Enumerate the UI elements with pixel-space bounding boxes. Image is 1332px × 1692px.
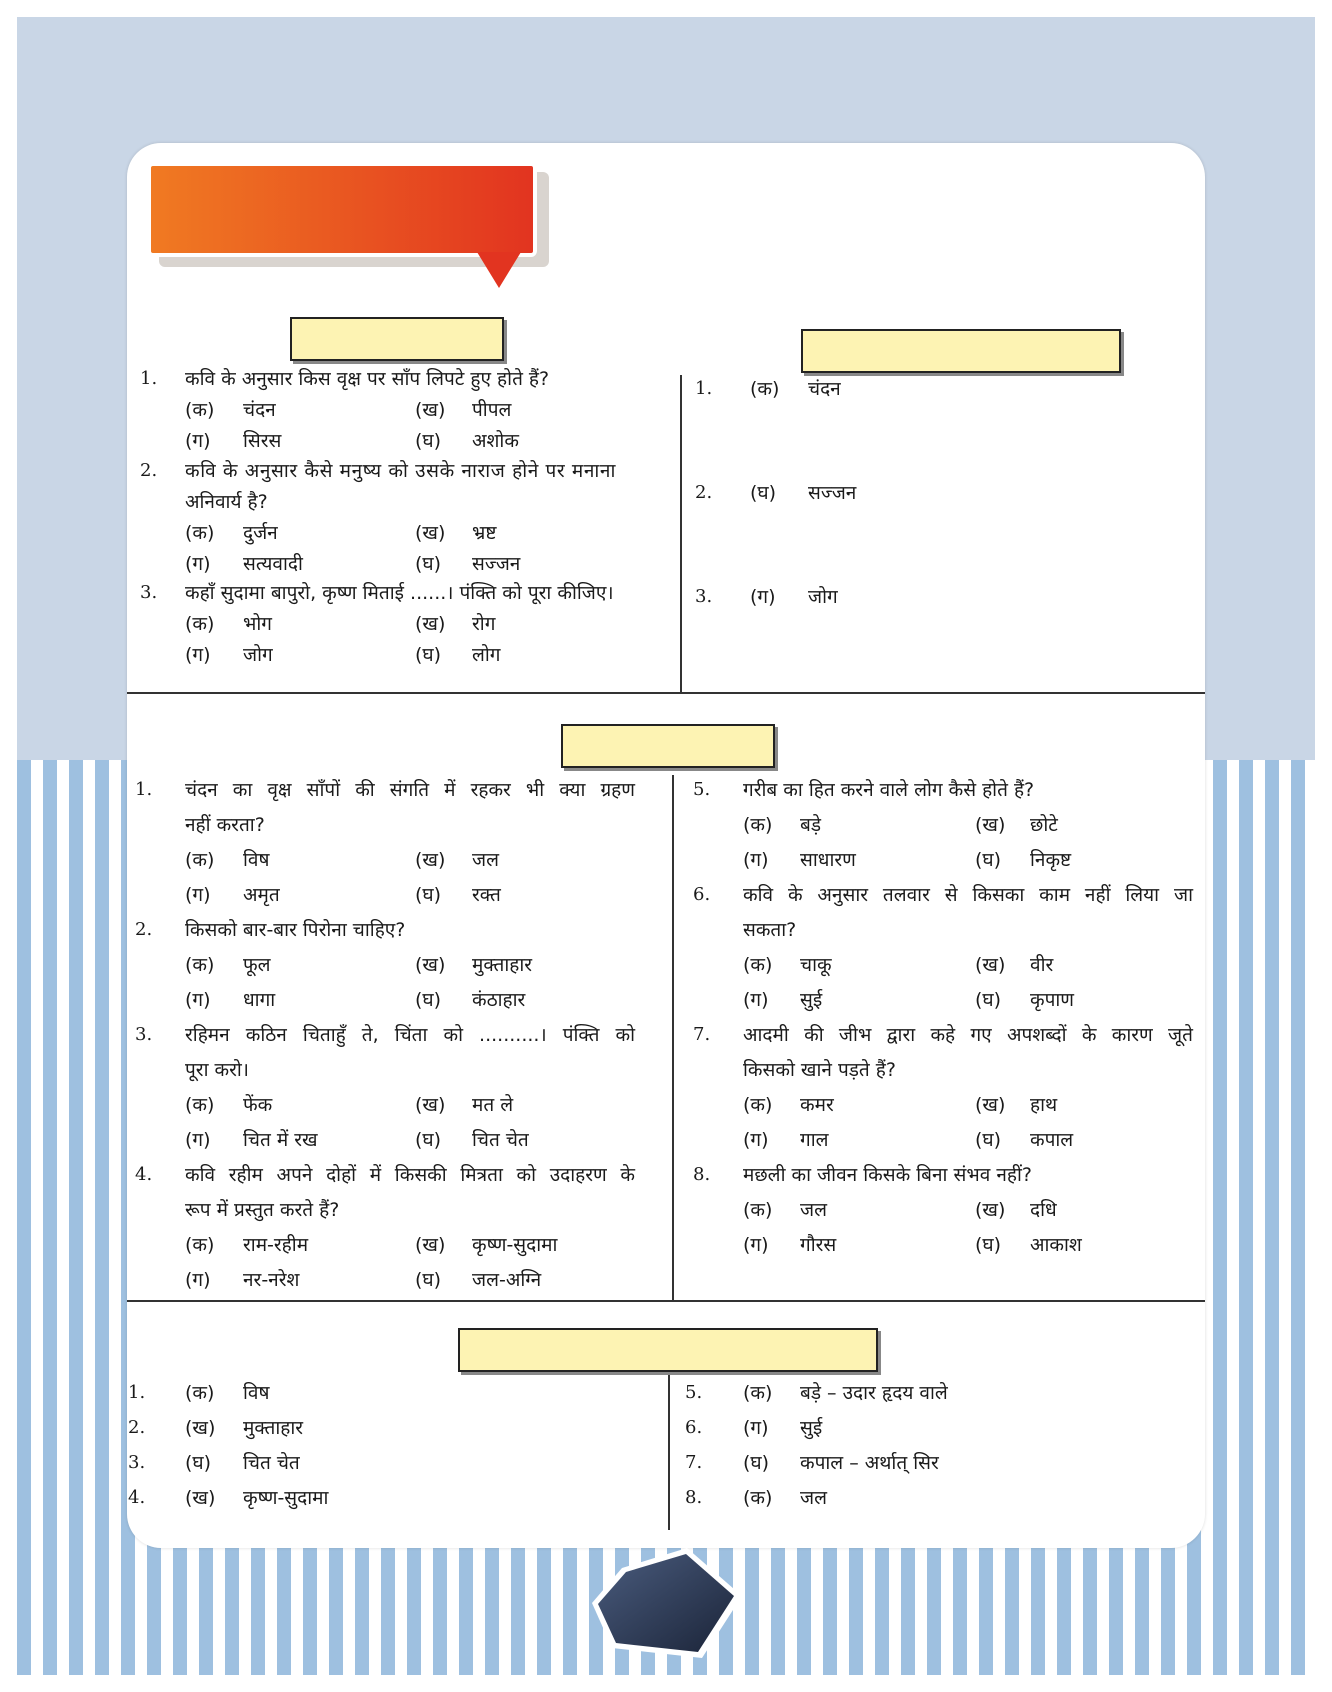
answer-number: 3.	[128, 1452, 146, 1473]
question-text: मछली का जीवन किसके बिना संभव नहीं?	[743, 1164, 1032, 1186]
option-label: (ख)	[975, 954, 1006, 976]
option-text: लोग	[472, 644, 501, 666]
option-text: भ्रष्ट	[472, 522, 497, 544]
practice-title	[561, 724, 775, 768]
option-label: (घ)	[415, 1129, 442, 1151]
option-text: चित में रख	[243, 1129, 318, 1151]
answer-number: 1.	[128, 1382, 146, 1403]
option-label: (ग)	[743, 1129, 769, 1151]
option-text: गाल	[800, 1129, 829, 1151]
option-label: (घ)	[975, 849, 1002, 871]
option-label: (ग)	[743, 1234, 769, 1256]
option-text: भोग	[243, 613, 272, 635]
option-label: (क)	[185, 1094, 215, 1116]
question-number: 5.	[693, 779, 711, 800]
answer-text: सुई	[800, 1417, 823, 1439]
option-label: (घ)	[975, 989, 1002, 1011]
answer-option: (क)	[185, 1382, 215, 1404]
speech-tail	[477, 252, 521, 288]
option-text: राम-रहीम	[243, 1234, 309, 1256]
question-text: चंदन का वृक्ष साँपों की संगति में रहकर भी क्या ग्रहण	[185, 779, 635, 801]
option-label: (क)	[743, 1094, 773, 1116]
option-label: (ग)	[185, 430, 211, 452]
option-text: कंठाहार	[472, 989, 526, 1011]
option-label: (ग)	[185, 553, 211, 575]
option-text: कृष्ण-सुदामा	[472, 1234, 558, 1256]
option-text: सज्जन	[472, 553, 521, 575]
option-text: कपाल	[1030, 1129, 1074, 1151]
option-text: जल-अग्नि	[472, 1269, 542, 1291]
answer-text: मुक्ताहार	[243, 1417, 304, 1439]
option-text: सत्यवादी	[243, 553, 303, 575]
question-number: 7.	[693, 1024, 711, 1045]
option-label: (घ)	[975, 1234, 1002, 1256]
question-number: 4.	[135, 1164, 153, 1185]
option-text: सुई	[800, 989, 823, 1011]
answer-option: (घ)	[750, 482, 777, 504]
option-text: कमर	[800, 1094, 834, 1116]
answer-text: चित चेत	[243, 1452, 300, 1474]
practice-answers-title	[458, 1328, 878, 1372]
option-label: (ख)	[415, 522, 446, 544]
answer-option: (ख)	[185, 1487, 216, 1509]
option-text: फूल	[243, 954, 271, 976]
question-number: 8.	[693, 1164, 711, 1185]
question-text: गरीब का हित करने वाले लोग कैसे होते हैं?	[743, 779, 1035, 801]
question-text: पूरा करो।	[185, 1059, 250, 1081]
option-text: छोटे	[1030, 814, 1058, 836]
option-label: (घ)	[415, 989, 442, 1011]
option-label: (ख)	[415, 849, 446, 871]
option-label: (ख)	[415, 954, 446, 976]
option-label: (ख)	[415, 399, 446, 421]
column-divider	[680, 375, 682, 693]
option-label: (घ)	[415, 644, 442, 666]
option-label: (ख)	[415, 1234, 446, 1256]
pentagon-badge-icon	[592, 1548, 742, 1658]
section-title	[147, 162, 537, 257]
option-text: जल	[800, 1199, 827, 1221]
option-text: चित चेत	[472, 1129, 529, 1151]
question-number: 3.	[140, 582, 158, 603]
answer-option: (ख)	[185, 1417, 216, 1439]
answer-option: (ग)	[743, 1417, 769, 1439]
option-label: (ग)	[185, 644, 211, 666]
option-text: जल	[472, 849, 499, 871]
question-text: रूप में प्रस्तुत करते हैं?	[185, 1199, 340, 1221]
option-label: (घ)	[415, 1269, 442, 1291]
option-label: (क)	[185, 1234, 215, 1256]
option-text: विष	[243, 849, 270, 871]
answer-text: जोग	[808, 586, 838, 608]
question-text: नहीं करता?	[185, 814, 265, 836]
answer-option: (क)	[743, 1487, 773, 1509]
section-header	[147, 162, 547, 292]
option-text: कृपाण	[1030, 989, 1075, 1011]
option-text: धागा	[243, 989, 276, 1011]
option-label: (क)	[743, 1199, 773, 1221]
page-number-badge	[592, 1548, 742, 1658]
answer-text: सज्जन	[808, 482, 857, 504]
section-divider	[127, 692, 1205, 694]
question-text: कवि रहीम अपने दोहों में किसकी मित्रता को उदाहरण के	[185, 1164, 635, 1186]
answer-option: (क)	[743, 1382, 773, 1404]
option-text: बड़े	[800, 814, 822, 836]
answer-text: विष	[243, 1382, 270, 1404]
option-text: साधारण	[800, 849, 856, 871]
question-text: कवि के अनुसार किस वृक्ष पर साँप लिपटे हुए होते हैं?	[185, 368, 550, 390]
option-label: (क)	[185, 849, 215, 871]
option-text: निकृष्ट	[1030, 849, 1072, 871]
option-label: (ग)	[185, 989, 211, 1011]
option-text: रक्त	[472, 884, 501, 906]
option-label: (घ)	[415, 430, 442, 452]
question-number: 3.	[135, 1024, 153, 1045]
answer-text: जल	[800, 1487, 827, 1509]
question-text: कवि के अनुसार कैसे मनुष्य को उसके नाराज होने पर मनाना	[185, 460, 616, 482]
option-label: (ग)	[185, 1129, 211, 1151]
option-label: (क)	[185, 954, 215, 976]
answer-number: 1.	[695, 378, 713, 399]
question-text: रहिमन कठिन चिताहुँ ते, चिंता को ..........। पंक्ति को	[185, 1024, 635, 1046]
option-text: अशोक	[472, 430, 519, 452]
column-divider	[668, 1375, 670, 1530]
option-text: चंदन	[243, 399, 276, 421]
answer-number: 7.	[685, 1452, 703, 1473]
answer-option: (ग)	[750, 586, 776, 608]
answer-option: (घ)	[185, 1452, 212, 1474]
option-label: (ग)	[185, 884, 211, 906]
option-label: (घ)	[975, 1129, 1002, 1151]
option-text: अमृत	[243, 884, 280, 906]
option-text: नर-नरेश	[243, 1269, 300, 1291]
section-divider	[127, 1300, 1205, 1302]
option-label: (क)	[185, 399, 215, 421]
option-text: आकाश	[1030, 1234, 1082, 1256]
option-label: (घ)	[415, 884, 442, 906]
option-text: मुक्ताहार	[472, 954, 533, 976]
answer-number: 8.	[685, 1487, 703, 1508]
question-text: आदमी की जीभ द्वारा कहे गए अपशब्दों के कारण जूते	[743, 1024, 1193, 1046]
question-number: 1.	[140, 368, 158, 389]
answer-number: 6.	[685, 1417, 703, 1438]
option-text: पीपल	[472, 399, 512, 421]
answer-number: 2.	[695, 482, 713, 503]
question-text: अनिवार्य है?	[185, 491, 268, 513]
option-label: (ख)	[415, 1094, 446, 1116]
mcq-title	[290, 317, 504, 361]
answer-text: चंदन	[808, 378, 841, 400]
option-label: (ख)	[975, 1199, 1006, 1221]
option-label: (ख)	[975, 814, 1006, 836]
column-divider	[672, 775, 674, 1300]
option-text: रोग	[472, 613, 496, 635]
question-number: 2.	[135, 919, 153, 940]
answer-number: 5.	[685, 1382, 703, 1403]
option-text: गौरस	[800, 1234, 837, 1256]
option-text: सिरस	[243, 430, 282, 452]
answer-number: 2.	[128, 1417, 146, 1438]
question-number: 6.	[693, 884, 711, 905]
answer-number: 3.	[695, 586, 713, 607]
option-label: (ख)	[975, 1094, 1006, 1116]
question-number: 2.	[140, 460, 158, 481]
option-label: (ग)	[743, 989, 769, 1011]
option-text: दधि	[1030, 1199, 1057, 1221]
option-text: फेंक	[243, 1094, 273, 1116]
question-text: कवि के अनुसार तलवार से किसका काम नहीं लिया जा	[743, 884, 1193, 906]
question-number: 1.	[135, 779, 153, 800]
answer-text: बड़े – उदार हृदय वाले	[800, 1382, 948, 1404]
answer-number: 4.	[128, 1487, 146, 1508]
option-text: दुर्जन	[243, 522, 278, 544]
question-text: कहाँ सुदामा बापुरो, कृष्ण मिताई ......। पंक्ति को पूरा कीजिए।	[185, 582, 614, 604]
mcq-answers-title	[801, 329, 1121, 373]
option-label: (क)	[185, 522, 215, 544]
option-label: (क)	[743, 954, 773, 976]
option-label: (क)	[743, 814, 773, 836]
question-text: सकता?	[743, 919, 797, 941]
answer-text: कृष्ण-सुदामा	[243, 1487, 329, 1509]
option-text: हाथ	[1030, 1094, 1058, 1116]
question-text: किसको खाने पड़ते हैं?	[743, 1059, 896, 1081]
option-label: (ग)	[185, 1269, 211, 1291]
answer-option: (क)	[750, 378, 780, 400]
option-label: (ग)	[743, 849, 769, 871]
answer-option: (घ)	[743, 1452, 770, 1474]
option-text: जोग	[243, 644, 273, 666]
option-label: (क)	[185, 613, 215, 635]
option-label: (ख)	[415, 613, 446, 635]
option-text: चाकू	[800, 954, 832, 976]
option-text: मत ले	[472, 1094, 514, 1116]
option-label: (घ)	[415, 553, 442, 575]
question-text: किसको बार-बार पिरोना चाहिए?	[185, 919, 406, 941]
answer-text: कपाल – अर्थात् सिर	[800, 1452, 939, 1474]
option-text: वीर	[1030, 954, 1054, 976]
